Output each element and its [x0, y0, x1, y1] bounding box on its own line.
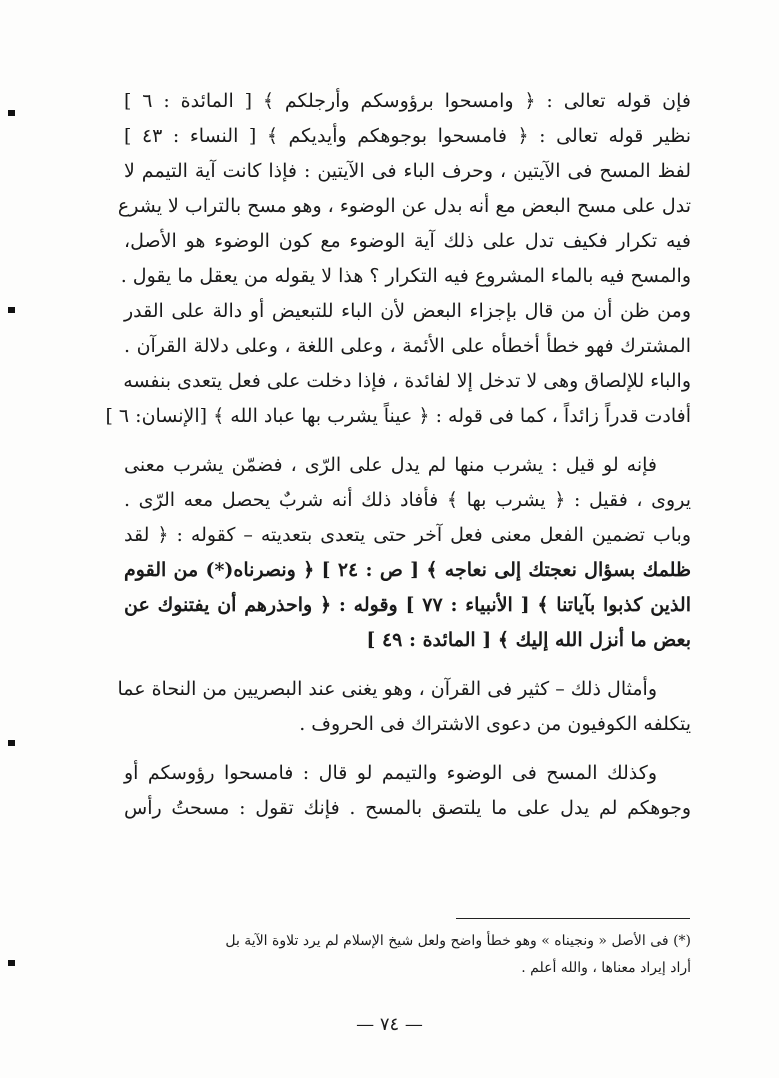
text-line: يروى ، فقيل : ﴿ يشرب بها ﴾ فأفاد ذلك أنه شربٌ يحصل معه الرّى .: [124, 489, 691, 511]
text-line: فإنه لو قيل : يشرب منها لم يدل على الرّى ، فضمّن يشرب معنى: [124, 454, 657, 476]
text-line: ومن ظن أن من قال بإجزاء البعض لأن الباء للتبعيض أو دالة على القدر: [124, 300, 691, 322]
text-line: فيه تكرار فكيف تدل على ذلك آية الوضوء مع كون الوضوء هو الأصل،: [124, 230, 691, 252]
text-line: وجوهكم لم يدل على ما يلتصق بالمسح . فإنك تقول : مسحتُ رأس: [124, 797, 691, 819]
text-line: والباء للإلصاق وهى لا تدخل إلا لفائدة ، فإذا دخلت على فعل يتعدى بنفسه: [123, 370, 691, 392]
footnote: [124, 928, 691, 982]
text-line: والمسح فيه بالماء المشروع فيه التكرار ؟ هذا لا يقوله من يعقل ما يقول .: [120, 265, 691, 287]
margin-mark: [8, 960, 15, 966]
text-line: أفادت قدراً زائداً ، كما فى قوله : ﴿ عيناً يشرب بها عباد الله ﴾ [الإنسان: ٦ ]: [105, 405, 691, 427]
margin-mark: [8, 740, 15, 746]
footnote-divider: [456, 918, 690, 919]
footnote-line: أراد إيراد معناها ، والله أعلم .: [521, 960, 691, 976]
margin-mark: [8, 307, 15, 313]
page-number: — ٧٤ —: [356, 1014, 423, 1035]
text-line: لفظ المسح فى الآيتين ، وحرف الباء فى الآيتين : فإذا كانت آية التيمم لا: [124, 160, 691, 182]
text-line: الذين كذبوا بآياتنا ﴾ [ الأنبياء : ٧٧ ] وقوله : ﴿ واحذرهم أن يفتنوك عن: [124, 594, 691, 616]
text-line: وأمثال ذلك – كثير فى القرآن ، وهو يغنى عند البصريين من النحاة عما: [117, 678, 657, 700]
footnote-line: (*) فى الأصل « ونجيناه » وهو خطأ واضح ولعل شيخ الإسلام لم يرد تلاوة الآية بل: [225, 933, 691, 949]
text-line: وكذلك المسح فى الوضوء والتيمم لو قال : فامسحوا رؤوسكم أو: [124, 762, 657, 784]
margin-mark: [8, 110, 15, 116]
text-line: فإن قوله تعالى : ﴿ وامسحوا برؤوسكم وأرجلكم ﴾ [ المائدة : ٦ ]: [124, 90, 691, 112]
text-line: تدل على مسح البعض مع أنه بدل عن الوضوء ، وهو مسح بالتراب لا يشرع: [117, 195, 691, 217]
text-line: يتكلفه الكوفيون من دعوى الاشتراك فى الحروف .: [299, 713, 691, 735]
text-line: بعض ما أنزل الله إليك ﴾ [ المائدة : ٤٩ ]: [366, 629, 691, 651]
text-line: المشترك فهو خطأ أخطأه على الأئمة ، وعلى اللغة ، وعلى دلالة القرآن .: [124, 335, 691, 357]
text-line: وباب تضمين الفعل معنى فعل آخر حتى يتعدى بتعديته – كقوله : ﴿ لقد: [124, 524, 691, 546]
text-line: نظير قوله تعالى : ﴿ فامسحوا بوجوهكم وأيديكم ﴾ [ النساء : ٤٣ ]: [124, 125, 692, 147]
text-line: ظلمك بسؤال نعجتك إلى نعاجه ﴾ [ ص : ٢٤ ] ﴿ ونصرناه(*) من القوم: [124, 559, 692, 581]
main-text: [105, 84, 692, 826]
